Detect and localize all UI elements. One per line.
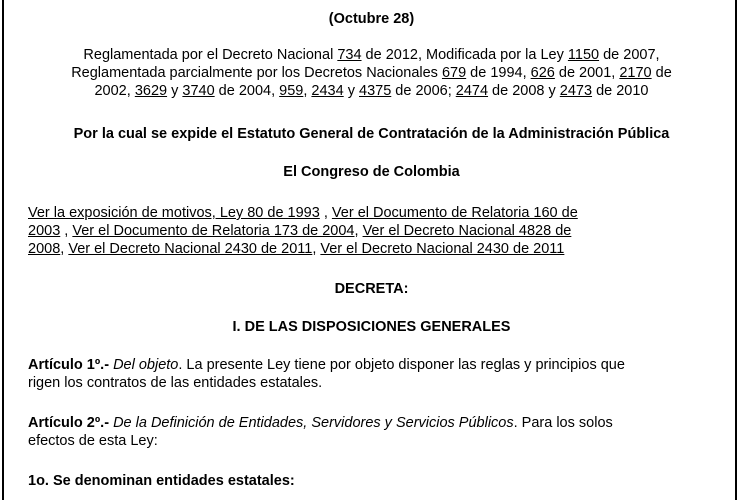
regulation-text: de 2001, (554, 65, 620, 81)
date-line: (Octubre 28) (328, 11, 415, 27)
reference-link-decree-4828[interactable]: Ver el Decreto Nacional 4828 de (362, 223, 572, 239)
decree-link-734[interactable]: 734 (337, 47, 362, 63)
reference-link-motives[interactable]: Ver la exposición de motivos, Ley 80 de 1993 (28, 205, 320, 221)
decree-link-2170[interactable]: 2170 (619, 65, 652, 81)
article-1-line-2: rigen los contratos de las entidades estatales. (28, 375, 323, 391)
regulation-text: de 2006; (391, 83, 456, 99)
regulation-text: y (343, 83, 359, 99)
decreta-heading: DECRETA: (334, 281, 409, 297)
regulation-text: de 2004, (214, 83, 280, 99)
reference-link-relatoria-160[interactable]: Ver el Documento de Relatoria 160 de (331, 205, 578, 221)
decree-link-3629[interactable]: 3629 (134, 83, 168, 99)
article-label: Artículo 1º.- (28, 357, 110, 373)
regulation-text: de 1994, (466, 65, 531, 81)
regulation-text: y (167, 83, 183, 99)
law-link-1150[interactable]: 1150 (567, 47, 600, 63)
reference-link-decree-2430[interactable]: Ver el Decreto Nacional 2430 de 2011 (68, 241, 313, 257)
references-line-2 (28, 222, 571, 240)
article-2-line-2: efectos de esta Ley: (28, 433, 158, 449)
regulation-text: Reglamentada parcialmente por los Decretos Nacionales (71, 65, 442, 81)
separator: , (354, 223, 363, 239)
decree-link-2434[interactable]: 2434 (311, 83, 344, 99)
separator: , (60, 241, 69, 257)
article-1-line-1 (28, 356, 625, 374)
article-text: . La presente Ley tiene por objeto disponer las reglas y principios que (178, 357, 625, 373)
decree-link-679[interactable]: 679 (441, 65, 467, 81)
regulation-text: 2002, (94, 83, 135, 99)
reference-link-decree-2430-second[interactable]: Ver el Decreto Nacional 2430 de 2011 (320, 241, 565, 257)
references-line-3 (28, 240, 564, 258)
decree-link-626[interactable]: 626 (530, 65, 555, 81)
regulation-text: de 2010 (592, 83, 649, 99)
references-line-1 (28, 204, 578, 222)
regulation-line-2 (4, 64, 739, 82)
reference-link-relatoria-160-year[interactable]: 2003 (28, 223, 61, 239)
statute-title: Por la cual se expide el Estatuto General de Contratación de la Administración Pública (73, 126, 670, 142)
regulation-text: de 2008 y (488, 83, 560, 99)
decree-link-2473[interactable]: 2473 (559, 83, 593, 99)
reference-link-decree-4828-year[interactable]: 2008 (28, 241, 61, 257)
decree-link-2474[interactable]: 2474 (455, 83, 489, 99)
regulation-text: Reglamentada por el Decreto Nacional (83, 47, 338, 63)
article-subject: Del objeto (113, 357, 179, 373)
item-heading-1: 1o. Se denominan entidades estatales: (28, 473, 295, 489)
decree-link-4375[interactable]: 4375 (359, 83, 392, 99)
regulation-text: de (651, 65, 672, 81)
article-subject: De la Definición de Entidades, Servidores y Servicios Públicos (113, 415, 514, 431)
separator: , (312, 241, 321, 257)
regulation-line-3 (4, 82, 739, 100)
reference-link-relatoria-173[interactable]: Ver el Documento de Relatoria 173 de 2004 (72, 223, 355, 239)
article-text: . Para los solos (513, 415, 613, 431)
regulation-text: de 2007, (599, 47, 660, 63)
decree-link-3740[interactable]: 3740 (182, 83, 215, 99)
decree-link-959[interactable]: 959 (279, 83, 304, 99)
regulation-text: , (303, 83, 312, 99)
separator: , (60, 223, 73, 239)
regulation-line-1 (4, 46, 739, 64)
article-2-line-1 (28, 414, 613, 432)
article-label: Artículo 2º.- (28, 415, 110, 431)
congress-heading: El Congreso de Colombia (283, 164, 460, 180)
regulation-text: de 2012, Modificada por la Ley (361, 47, 568, 63)
section-title: I. DE LAS DISPOSICIONES GENERALES (232, 319, 511, 335)
document-frame (2, 0, 737, 500)
separator: , (319, 205, 332, 221)
